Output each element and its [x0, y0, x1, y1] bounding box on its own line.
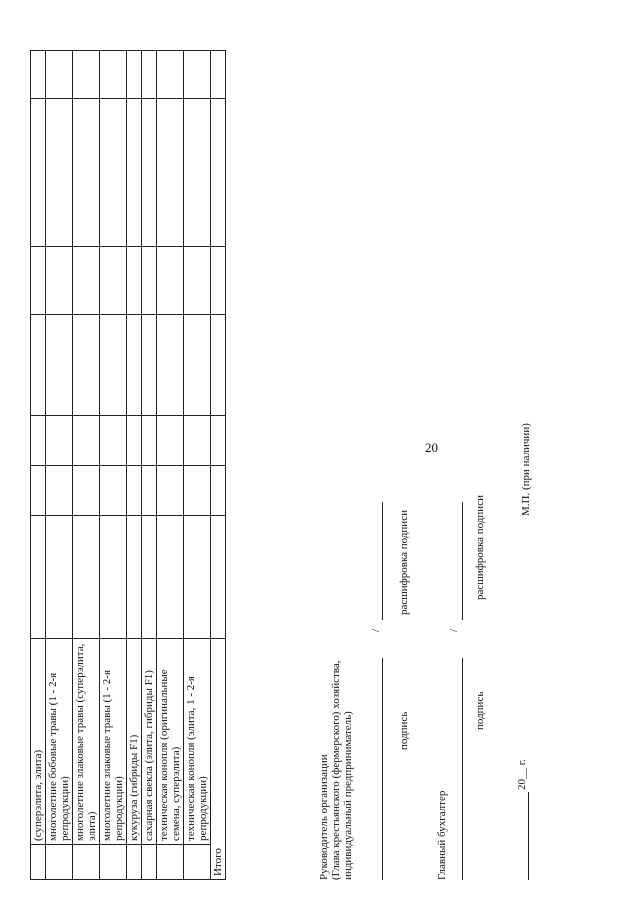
table-cell	[46, 51, 73, 99]
table-row	[73, 51, 100, 880]
table-cell	[157, 99, 184, 246]
table-row-total	[211, 51, 226, 880]
table-cell	[31, 315, 46, 416]
accountant-signature-caption: подпись	[474, 691, 486, 730]
table-cell	[211, 51, 226, 99]
table-cell	[127, 415, 142, 465]
page-number: 20	[425, 440, 438, 455]
table-cell	[100, 51, 127, 99]
table-cell	[127, 246, 142, 315]
table-cell	[157, 415, 184, 465]
table-cell	[184, 515, 211, 638]
table-cell	[142, 246, 157, 315]
table-cell	[46, 844, 73, 879]
table-cell	[142, 465, 157, 515]
table-cell	[31, 51, 46, 99]
accountant-decode-line	[462, 502, 463, 620]
table-cell	[46, 246, 73, 315]
table-cell	[184, 315, 211, 416]
date-line	[528, 792, 529, 880]
head-decode-line	[382, 502, 383, 620]
crop-label: техническая конопля (оригинальные семена, суперэлита)	[157, 638, 184, 844]
data-table	[30, 50, 226, 880]
table-cell	[184, 99, 211, 246]
table-row	[184, 51, 211, 880]
accountant-signature-line	[462, 658, 463, 880]
table-row	[127, 51, 142, 880]
head-signature-line	[382, 658, 383, 880]
table-cell	[184, 51, 211, 99]
table-cell	[142, 315, 157, 416]
table-cell	[73, 465, 100, 515]
table-cell	[127, 844, 142, 879]
table-cell	[211, 415, 226, 465]
table-cell	[157, 844, 184, 879]
table-cell	[211, 246, 226, 315]
table-cell	[73, 844, 100, 879]
table-cell	[142, 415, 157, 465]
table-cell	[100, 515, 127, 638]
table-cell	[184, 246, 211, 315]
table-cell	[31, 99, 46, 246]
table-cell	[142, 99, 157, 246]
table-cell	[73, 51, 100, 99]
date-text: 20__ г.	[516, 759, 528, 790]
table-cell	[127, 99, 142, 246]
table-cell	[211, 515, 226, 638]
table-cell	[31, 844, 46, 879]
table-cell	[184, 415, 211, 465]
table-cell	[157, 246, 184, 315]
accountant-title: Главный бухгалтер	[436, 790, 448, 880]
rotated-content	[30, 50, 630, 880]
crop-label: сахарная свекла (элита, гибриды F1)	[142, 638, 157, 844]
table-row	[142, 51, 157, 880]
table-cell	[211, 99, 226, 246]
crop-label: техническая конопля (элита, 1 - 2-я репродукции)	[184, 638, 211, 844]
table-cell	[100, 465, 127, 515]
crop-label: многолетние злаковые травы (1 - 2-я репродукции)	[100, 638, 127, 844]
head-signature-caption: подпись	[398, 711, 410, 750]
accountant-decode-caption: расшифровка подписи	[474, 495, 486, 600]
table-cell	[142, 515, 157, 638]
table-cell	[157, 465, 184, 515]
table-row	[46, 51, 73, 880]
table-cell	[46, 515, 73, 638]
table-cell	[211, 465, 226, 515]
table-cell	[73, 246, 100, 315]
table-row	[157, 51, 184, 880]
head-title: Руководитель организации	[318, 754, 330, 880]
table-cell	[157, 515, 184, 638]
table-cell	[184, 465, 211, 515]
table-cell	[100, 415, 127, 465]
table-cell	[127, 51, 142, 99]
table-cell	[73, 99, 100, 246]
crop-label: (суперэлита, элита)	[31, 638, 46, 844]
table-cell	[100, 315, 127, 416]
table-row	[100, 51, 127, 880]
table-cell	[73, 315, 100, 416]
table-cell	[127, 315, 142, 416]
head-subtitle-1: (Глава крестьянского (фермерского) хозяйства,	[330, 660, 342, 880]
table-cell	[31, 515, 46, 638]
table-cell	[157, 51, 184, 99]
table-cell	[211, 315, 226, 416]
head-decode-caption: расшифровка подписи	[398, 510, 410, 615]
table-cell	[184, 844, 211, 879]
accountant-slash: /	[448, 628, 460, 632]
table-cell	[127, 465, 142, 515]
table-cell	[46, 415, 73, 465]
table-cell	[100, 246, 127, 315]
table-cell	[127, 515, 142, 638]
table-cell	[31, 246, 46, 315]
table-cell	[100, 844, 127, 879]
table-cell	[46, 99, 73, 246]
head-slash: /	[370, 628, 382, 632]
table-cell	[73, 515, 100, 638]
crop-label: многолетние бобовые травы (1 - 2-я репродукции)	[46, 638, 73, 844]
stamp-text: М.П. (при наличии)	[520, 423, 532, 516]
table-cell	[31, 465, 46, 515]
table-row	[31, 51, 46, 880]
table-cell	[46, 465, 73, 515]
table-cell	[31, 415, 46, 465]
crop-label: многолетние злаковые травы (суперэлита, элита)	[73, 638, 100, 844]
head-subtitle-2: индивидуальный предприниматель)	[342, 711, 354, 880]
table-cell	[142, 844, 157, 879]
total-label: Итого	[211, 638, 226, 879]
crop-label: кукуруза (гибриды F1)	[127, 638, 142, 844]
table-cell	[142, 51, 157, 99]
table-cell	[157, 315, 184, 416]
table-cell	[73, 415, 100, 465]
table-cell	[100, 99, 127, 246]
table-cell	[46, 315, 73, 416]
